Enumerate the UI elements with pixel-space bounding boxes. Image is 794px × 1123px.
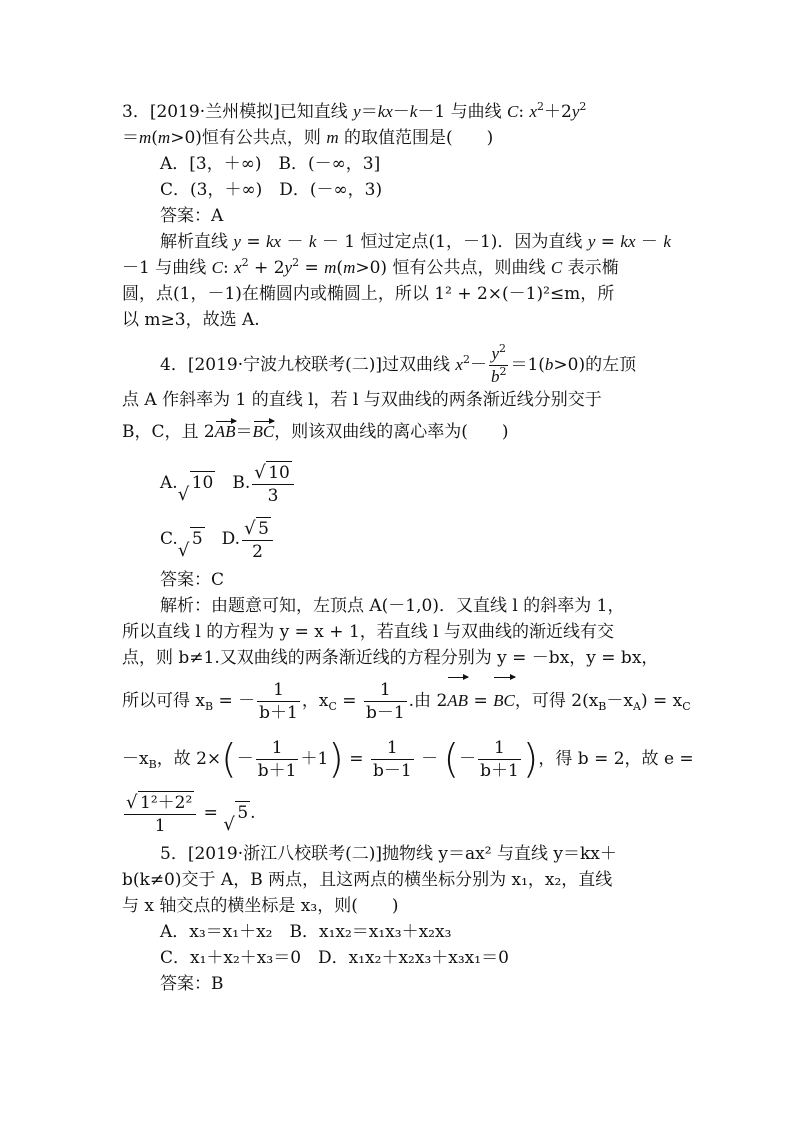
radicand: 10: [268, 462, 290, 483]
radicand: 5: [258, 518, 269, 539]
fraction: √ 1²＋2² 1: [124, 791, 196, 837]
q3-text: >0)恒有公共点，则: [170, 128, 327, 148]
q5-stem-line3: 与 x 轴交点的横坐标是 x₃，则( ): [122, 896, 399, 916]
q3-analysis-line2: －1 与曲线 C: $x^2 + 2y^2 = m(m>0)$ 恒有公共点，则曲线 C 表示椭: [122, 256, 619, 278]
q4-stem-line1: 4．[2019·宁波九校联考(二)]过双曲线 $x^2-$ $\frac{y^2}{b^2}$ ＝1(b>0)的左顶: [160, 342, 637, 386]
q3-text: 恒过定点(1，－1)．因为直线: [355, 232, 588, 252]
q3-text: 直线: [194, 232, 234, 252]
fraction: [364, 679, 407, 724]
q4-text: =: [343, 749, 369, 769]
q4-text: ＝: [235, 422, 253, 442]
q3-text: 的取值范围是( ): [338, 128, 494, 148]
q4-text: ，得 b = 2，故 e =: [538, 749, 694, 769]
fraction: [257, 679, 300, 724]
radicand: 10: [191, 473, 214, 493]
q3-analysis-line3: 圆，点(1，－1)在椭圆内或椭圆上，所以 1² + 2×(－1)²≤m，所: [122, 284, 615, 304]
q5-answer: 答案：B: [160, 974, 224, 994]
q4-fraction: $\frac{y^2}{b^2}$: [490, 342, 507, 386]
q5-stem-line2: b(k≠0)交于 A，B 两点，且这两点的横坐标分别为 x₁，x₂，直线: [122, 870, 613, 890]
q4-stem-line3: [122, 420, 509, 444]
q3-var: y: [353, 102, 361, 121]
q3-text: 表示椭: [562, 258, 619, 278]
q4-text: B，C，且 2: [122, 422, 215, 442]
vector-ab: AB: [447, 676, 468, 726]
q3-var: m: [157, 128, 171, 147]
numerator: 1: [371, 737, 414, 760]
q3-text: 恒有公共点，则曲线: [387, 258, 551, 278]
q5-stem-line1: 5．[2019·浙江八校联考(二)]抛物线 y＝ax² 与直线 y＝kx＋: [160, 844, 617, 864]
q3-text: ＝: [360, 102, 378, 122]
denominator: 2: [252, 541, 263, 562]
q4-analysis-line1: 解析：由题意可知，左顶点 A(－1,0)．又直线 l 的斜率为 1，: [160, 596, 625, 616]
q3-var: m: [139, 128, 152, 147]
q3-answer: 答案：A: [160, 206, 224, 226]
vector-bc: BC: [493, 676, 515, 726]
numerator: 1: [256, 737, 299, 760]
q4-text: 4．[2019·宁波九校联考(二)]过双曲线: [160, 355, 456, 375]
q3-stem-line1: 3．[2019·兰州模拟]已知直线 y＝kx－k－1 与曲线 C: $x^2+2y^2$: [122, 100, 587, 122]
vector-ab: AB: [215, 420, 236, 444]
q4-text: －: [415, 749, 444, 769]
denominator: 3: [267, 485, 279, 506]
q3-text: －1 与曲线: [417, 102, 507, 122]
denominator: b＋1: [480, 761, 519, 781]
q4-text: >0)的左顶: [553, 355, 637, 375]
radicand: 5: [237, 803, 249, 823]
q4-analysis-line5: $-x_B$，故 2×(－ $\frac{1}{b+1}$ ＋1) = $\frac{1}{b-1}$ － (－ $\frac{1}{b+1}$ )，得 b = 2，故 e =: [122, 736, 694, 783]
fraction: [478, 737, 521, 782]
q4-text: ，可得 2(x: [514, 691, 599, 711]
q4-options-ab: [160, 460, 296, 507]
q4-options-cd: [160, 516, 275, 563]
q5-options-cd: C．x₁＋x₂＋x₃＝0 D．x₁x₂＋x₂x₃＋x₃x₁＝0: [160, 948, 509, 968]
q4-text: －x: [122, 749, 149, 769]
q3-var: kx: [377, 102, 393, 121]
sqrt: √ 10: [177, 473, 214, 505]
q4-text: ) = x: [640, 691, 683, 711]
q4-text: ，x: [301, 691, 329, 711]
denominator: b－1: [365, 703, 405, 723]
q3-text: －1 与曲线: [122, 258, 212, 278]
option-a-label: A.: [160, 473, 178, 493]
q3-stem-text: 3．[2019·兰州模拟]已知直线: [122, 102, 354, 122]
q4-text: .由 2: [408, 691, 448, 711]
sqrt: √ 5: [177, 529, 203, 561]
option-d-label: D.: [221, 529, 241, 549]
q4-analysis-line3: 点，则 b≠1.又双曲线的两条渐近线的方程分别为 y = －bx，y = bx，: [122, 648, 659, 668]
q3-text: ＝: [122, 128, 139, 148]
q4-text: －x: [606, 691, 633, 711]
radicand: 5: [191, 529, 203, 549]
fraction: [371, 737, 414, 782]
numerator: 1: [478, 737, 521, 760]
denominator: b＋1: [257, 761, 297, 781]
q4-text: =: [198, 803, 224, 823]
q4-text: ＋1: [300, 749, 329, 769]
q4-text: =: [336, 691, 362, 711]
q4-text: ＝1(: [510, 355, 545, 375]
fraction: [256, 737, 299, 782]
q4-stem-line2: 点 A 作斜率为 1 的直线 l，若 l 与双曲线的两条渐近线分别交于: [122, 390, 602, 410]
q4-text: ，故 2×: [156, 749, 222, 769]
q4-text: = －: [213, 691, 256, 711]
q4-analysis-line2: 所以直线 l 的方程为 y = x + 1，若直线 l 与双曲线的渐近线有交: [122, 622, 615, 642]
denominator: b＋1: [259, 703, 298, 723]
q3-text: :: [518, 102, 530, 122]
q5-options-ab: A．x₃＝x₁＋x₂ B．x₁x₂＝x₁x₃＋x₂x₃: [160, 922, 452, 942]
q4-analysis-line6: [122, 790, 256, 837]
option-c-label: C.: [160, 529, 178, 549]
option-b-label: B.: [232, 473, 251, 493]
q3-stem-line2: [122, 126, 493, 150]
numerator: 1: [257, 679, 300, 702]
q3-var: k: [409, 102, 418, 121]
q3-options-cd: C．(3，＋∞) D．(－∞，3): [160, 180, 383, 200]
fraction: √ 5 2: [242, 517, 273, 563]
q4-text: 所以可得 x: [122, 691, 205, 711]
q3-analysis-line1: 解析直线 y = kx － k － 1 恒过定点(1，－1)．因为直线 y = kx － k: [160, 232, 671, 252]
denominator: b－1: [372, 761, 412, 781]
denominator: 1: [154, 815, 166, 836]
q3-analysis-line4: 以 m≥3，故选 A.: [122, 310, 260, 330]
q3-text: (: [151, 128, 158, 148]
q3-var: m: [326, 128, 339, 147]
analysis-label: 解析: [160, 232, 194, 252]
vector-bc: BC: [253, 420, 275, 444]
fraction: √ 10 3: [252, 461, 294, 507]
radicand: 1²＋2²: [140, 792, 193, 813]
q4-answer: 答案：C: [160, 570, 225, 590]
sqrt: √ 5: [223, 803, 249, 835]
q3-text: －: [392, 102, 410, 122]
q4-text: .: [250, 803, 256, 823]
q3-options-ab: A．[3，＋∞) B．(－∞，3]: [160, 154, 381, 174]
q4-text: ，则该双曲线的离心率为( ): [274, 422, 509, 442]
q4-analysis-line4: 所以可得 $x_B$ = － $\frac{1}{b+1}$ ，$x_C$ = $\frac{1}{b-1}$ .由 2AB = BC，可得 $2(x_B-x_A) = x_C$: [122, 676, 691, 726]
q3-var: C: [506, 102, 519, 121]
numerator: 1: [364, 679, 407, 702]
